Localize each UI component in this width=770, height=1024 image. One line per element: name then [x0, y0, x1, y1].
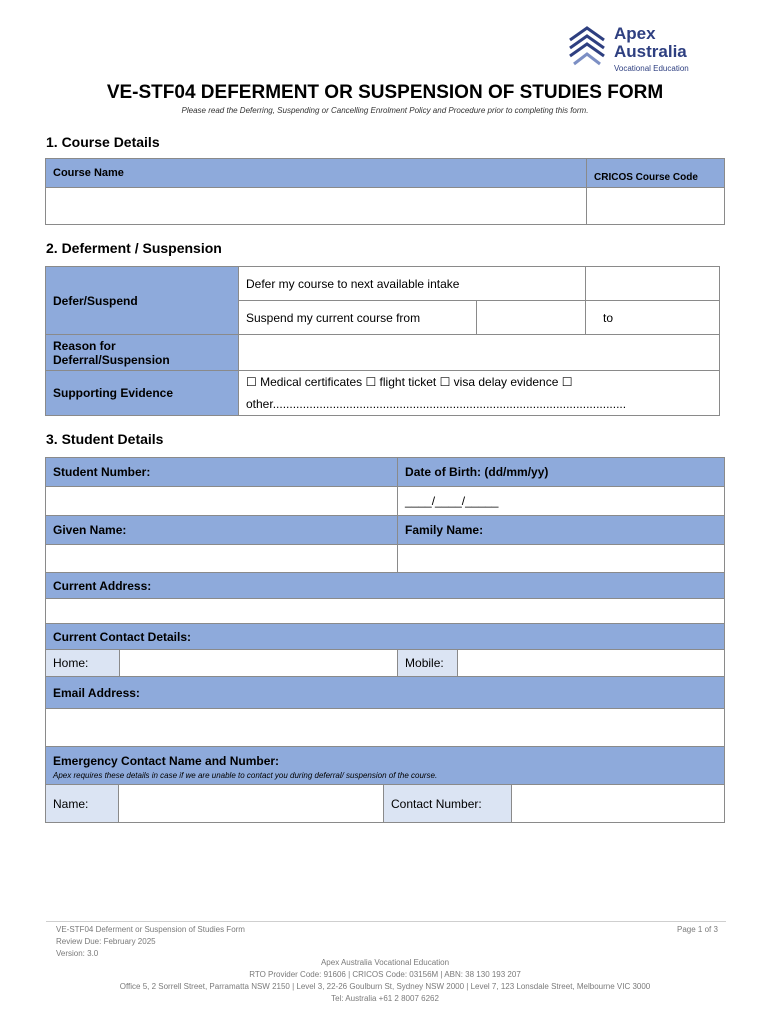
email-address-field[interactable]	[46, 709, 725, 747]
evidence-options-line1[interactable]: ☐ Medical certificates ☐ flight ticket ☐ visa delay evidence ☐	[246, 375, 573, 389]
mobile-phone-field[interactable]	[458, 650, 725, 677]
emergency-contact-header	[46, 747, 725, 787]
brand-name-line1: Apex	[614, 24, 656, 43]
home-phone-field[interactable]	[120, 650, 398, 677]
suspend-from-field[interactable]	[477, 301, 586, 335]
footer-telephone: Tel: Australia +61 2 8007 6262	[331, 994, 439, 1003]
footer-address: Office 5, 2 Sorrell Street, Parramatta NSW 2150 | Level 3, 22-26 Goulburn St, Sydney NSW 2000 | Level 7, 123 Lonsdale Street, Melbourne VIC 3000	[119, 982, 651, 991]
footer-doc-name: VE-STF04 Deferment or Suspension of Studies Form	[56, 925, 245, 934]
cricos-code-field[interactable]	[587, 188, 725, 225]
reason-field[interactable]	[239, 335, 720, 371]
page-subtitle: Please read the Deferring, Suspending or Cancelling Enrolment Policy and Procedure prior to completing this form.	[181, 106, 589, 115]
defer-option[interactable]: Defer my course to next available intake	[239, 267, 586, 301]
section-heading-course: 1. Course Details	[46, 134, 160, 150]
student-details-table	[45, 457, 725, 787]
current-address-field[interactable]	[46, 599, 725, 624]
apex-logo	[566, 24, 706, 78]
section-heading-student: 3. Student Details	[46, 431, 164, 447]
course-name-field[interactable]	[46, 188, 587, 225]
dob-label: Date of Birth: (dd/mm/yy)	[398, 458, 725, 487]
email-address-label: Email Address:	[46, 677, 725, 709]
emergency-name-field[interactable]	[119, 785, 384, 823]
footer-org-name: Apex Australia Vocational Education	[320, 958, 450, 967]
family-name-label: Family Name:	[398, 516, 725, 545]
given-name-field[interactable]	[46, 545, 398, 573]
course-name-label: Course Name	[46, 159, 587, 188]
footer-version: Version: 3.0	[56, 949, 99, 958]
suspend-to-field[interactable]	[586, 301, 720, 335]
reason-label: Reason for Deferral/Suspension	[46, 335, 239, 371]
page-title: VE-STF04 DEFERMENT OR SUSPENSION OF STUDIES FORM	[106, 82, 664, 103]
cricos-code-label: CRICOS Course Code	[587, 159, 725, 188]
brand-name-line2: Australia	[614, 42, 687, 61]
student-number-label: Student Number:	[46, 458, 398, 487]
apex-logo-icon	[566, 24, 608, 70]
supporting-evidence-options[interactable]	[239, 371, 720, 416]
home-label: Home:	[46, 650, 120, 677]
mobile-label: Mobile:	[398, 650, 458, 677]
given-name-label: Given Name:	[46, 516, 398, 545]
emergency-contact-table	[45, 784, 725, 823]
footer-divider	[46, 921, 726, 922]
emergency-contact-number-label: Contact Number:	[384, 785, 512, 823]
footer-review-due: Review Due: February 2025	[56, 937, 156, 946]
emergency-contact-label: Emergency Contact Name and Number:	[53, 753, 280, 768]
dob-field[interactable]: ____/____/_____	[398, 487, 725, 516]
emergency-name-label: Name:	[46, 785, 119, 823]
defer-suspend-label: Defer/Suspend	[46, 267, 239, 335]
family-name-field[interactable]	[398, 545, 725, 573]
evidence-other-line[interactable]: other..........................................................................................................	[246, 397, 627, 411]
footer-page-number: Page 1 of 3	[677, 925, 718, 934]
suspend-to-label: to	[603, 310, 614, 325]
deferment-table	[45, 266, 720, 416]
footer-codes: RTO Provider Code: 91606 | CRICOS Code: 03156M | ABN: 38 130 193 207	[249, 970, 521, 979]
emergency-contact-note: Apex requires these details in case if we are unable to contact you during deferral/ suspension of the course.	[53, 770, 438, 780]
student-number-field[interactable]	[46, 487, 398, 516]
brand-tagline: Vocational Education	[614, 64, 689, 73]
current-address-label: Current Address:	[46, 573, 725, 599]
course-details-table	[45, 158, 725, 225]
supporting-evidence-label: Supporting Evidence	[46, 371, 239, 416]
emergency-contact-number-field[interactable]	[512, 785, 725, 823]
defer-option-field[interactable]	[586, 267, 720, 301]
section-heading-deferment: 2. Deferment / Suspension	[46, 240, 222, 256]
contact-details-label: Current Contact Details:	[46, 624, 725, 650]
suspend-option[interactable]: Suspend my current course from	[239, 301, 477, 335]
